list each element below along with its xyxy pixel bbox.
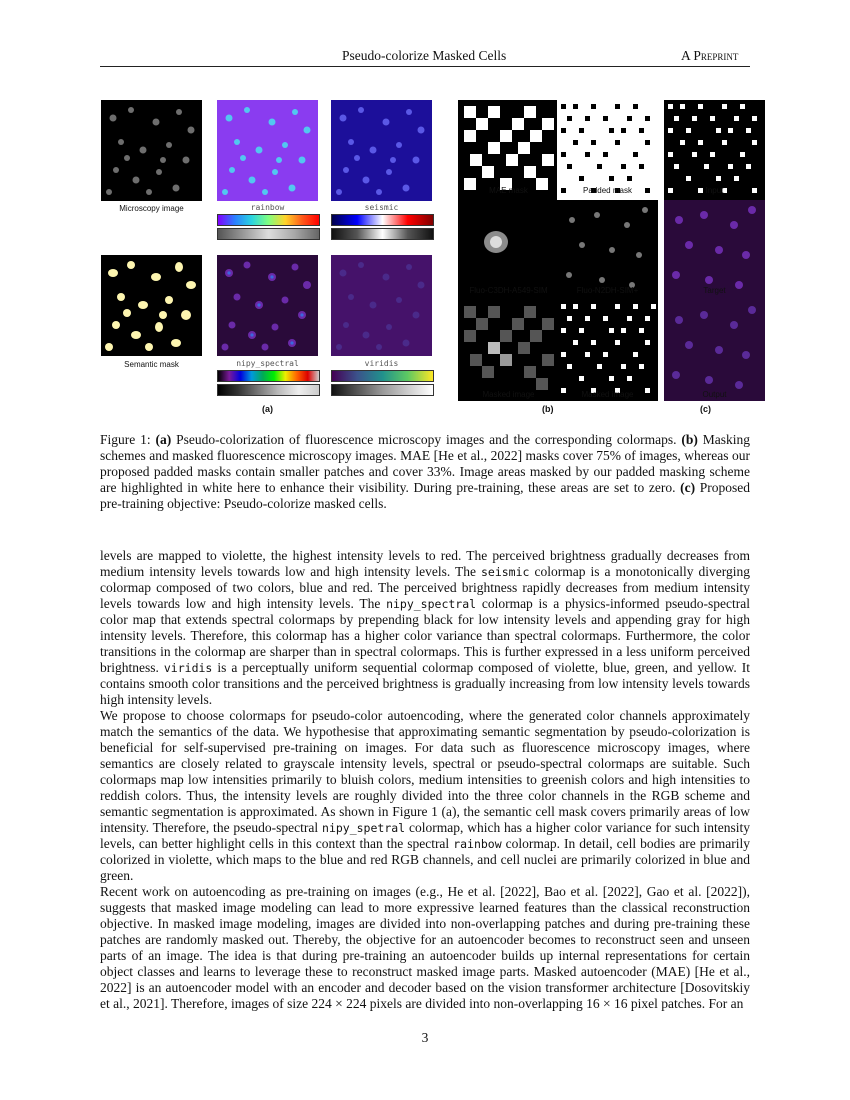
caption-label: Figure 1: bbox=[100, 432, 151, 447]
label-semantic: Semantic mask bbox=[124, 360, 179, 369]
nipy-image bbox=[217, 255, 318, 356]
p3-text: Recent work on autoencoding as pre-training on images (e.g., He et al. [2022], Bao et al. [2022], Gao et al. [2022]), suggests that masked image modeling can lead to more expressive learned features than the classical reconstruction objective. In masked image modeling, images are divided into non-overlapping patches and during pre-training these patches are randomly masked out. Thereby, the objective for an autoencoder becomes to reconstruct seen and unseen parts of an image. The idea is that during pre-training an autoencoder builds up internal representations for certain object classes and learns to leverage these to reconstruct masked image parts. Masked autoencoder (MAE) [He et al., 2022] is an autoencoder model with an encoder and decoder based on the vision transformer architecture [Dosovitskiy et al., 2021]. Therefore, images of size 224 × 224 pixels are divided into non-overlapping 16 × 16 pixel patches. For an bbox=[100, 884, 750, 1011]
subfig-c-label: (c) bbox=[700, 404, 711, 414]
running-title: Pseudo-colorize Masked Cells bbox=[342, 48, 507, 63]
caption-b-text: Masking schemes and masked fluorescence microscopy images. MAE [He et al., 2022] masks cover 75% of images, whereas our proposed padded masks contain smaller patches and cover 33%. Image areas masked by our padded masking scheme are highlighted in white here to enhance their visibility. During pre-training, these areas are set to zero. bbox=[100, 432, 751, 495]
masked-image-padded-pattern bbox=[557, 300, 658, 401]
rainbow-colorbar bbox=[217, 214, 320, 226]
seismic-image bbox=[331, 100, 432, 201]
page-number: 3 bbox=[421, 1030, 429, 1045]
paragraph-2 bbox=[100, 708, 750, 884]
p1-text-d: is a perceptually uniform sequential colormap composed of violette, blue, green, and yellow. It contains smooth color transitions and the perceived brightness is gradually increasing from low intensity levels towards high intensity levels. bbox=[100, 660, 751, 707]
p2-code-rainbow: rainbow bbox=[453, 837, 502, 851]
masked-image-mae bbox=[458, 300, 559, 401]
label-masked-1: Masked image bbox=[482, 390, 535, 399]
paragraph-1 bbox=[100, 548, 750, 708]
p2-text-b: colormap, which has a higher color variance for such intensity levels, can better highlight cells in this context than the spectral bbox=[100, 820, 751, 851]
semantic-mask-image bbox=[101, 255, 202, 356]
label-rainbow: rainbow bbox=[250, 203, 285, 212]
paragraph-3 bbox=[100, 884, 750, 1012]
viridis-image bbox=[331, 255, 432, 356]
output-cells bbox=[664, 300, 765, 401]
viridis-colorbar bbox=[331, 370, 434, 382]
caption-c-tag: (c) bbox=[680, 480, 696, 495]
nipy-gray-bar bbox=[217, 384, 320, 396]
label-fluo-c3dh: Fluo-C3DH-A549-SIM bbox=[469, 286, 548, 295]
label-masked-2: Masked image bbox=[581, 390, 634, 399]
semantic-mask-cells bbox=[101, 255, 202, 356]
caption-a-tag: (a) bbox=[155, 432, 172, 447]
label-microscopy: Microscopy image bbox=[119, 204, 184, 213]
p2-code-nipy: nipy_spetral bbox=[322, 821, 406, 835]
figure-caption bbox=[100, 432, 750, 512]
caption-a-text: Pseudo-colorization of fluorescence microscopy images and the corresponding colormaps. bbox=[176, 432, 677, 447]
label-nipy: nipy_spectral bbox=[236, 359, 299, 368]
label-fluo-n2dh: Fluo-N2DH-SIM+ bbox=[576, 286, 639, 295]
rainbow-cells bbox=[217, 100, 318, 201]
label-seismic: seismic bbox=[364, 203, 399, 212]
seismic-cells bbox=[331, 100, 432, 201]
caption-c-text: Proposed pre-training objective: Pseudo-colorize masked cells. bbox=[100, 480, 750, 511]
output-image bbox=[664, 300, 765, 401]
microscopy-image bbox=[101, 100, 202, 201]
label-output: Output bbox=[702, 390, 727, 399]
label-viridis: viridis bbox=[364, 359, 399, 368]
nipy-cells bbox=[217, 255, 318, 356]
p1-text-c: colormap is a physics-informed pseudo-spectral color map that extends spectral colormaps by prepending black for low intensity levels and appending gray for high intensity levels. Therefore, this colormap has a higher color variance than spectral colormaps. Furthermore, the color transitions in the colormap are sharper than in spectral colormaps. This is further expressed in a less uniform perceived brightness. bbox=[100, 596, 750, 675]
viridis-cells bbox=[331, 255, 432, 356]
viridis-gray-bar bbox=[331, 384, 434, 396]
rainbow-gray-bar bbox=[217, 228, 320, 240]
masked-image-padded bbox=[557, 300, 658, 401]
p1-code-nipy: nipy_spectral bbox=[386, 597, 477, 611]
nipy-colorbar bbox=[217, 370, 320, 382]
label-padded-mask: Padded mask bbox=[583, 186, 632, 195]
masked-image-mae-pattern bbox=[458, 300, 559, 401]
label-input: Input bbox=[705, 186, 724, 195]
seismic-gray-bar bbox=[331, 228, 434, 240]
label-mae-mask: MAE mask bbox=[489, 186, 528, 195]
caption-b-tag: (b) bbox=[681, 432, 698, 447]
p1-code-seismic: seismic bbox=[480, 565, 530, 579]
subfig-b-label: (b) bbox=[542, 404, 554, 414]
label-target: Target bbox=[703, 286, 726, 295]
header-rule bbox=[100, 66, 750, 67]
p1-text-a: levels are mapped to violette, the highest intensity levels to red. The perceived brightness gradually decreases from medium intensity levels towards low and high intensity levels. The bbox=[100, 548, 750, 579]
rainbow-image bbox=[217, 100, 318, 201]
subfig-a-label: (a) bbox=[262, 404, 273, 414]
p2-text-c: colormap. In detail, cell bodies are primarily colorized in violette, which maps to the blue and red RGB channels, and cell nuclei are primarily colorized in blue and green. bbox=[100, 836, 751, 883]
p1-code-viridis: viridis bbox=[163, 661, 213, 675]
p2-text-a: We propose to choose colormaps for pseudo-color autoencoding, where the generated color channels approximately match the semantics of the data. We hypothesise that approximating semantic segmentation by pseudo-colorization is beneficial for self-supervised pre-training on images. For data such as fluorescence microscopy images, where semantics are closely related to grayscale intensity levels, spectral or pseudo-spectral colormaps are suitable. Such colormaps map low intensities primarily to bluish colors, medium intensities to greenish colors and high intensities to reddish colors. Thus, the intensity levels are roughly divided into the three color channels in the RGB scheme and semantic segmentation is approximated. As shown in Figure 1 (a), the semantic cell mask covers primarily areas of low intensity. Therefore, the pseudo-spectral bbox=[100, 708, 750, 835]
preprint-label: A Preprint bbox=[681, 48, 739, 63]
seismic-colorbar bbox=[331, 214, 434, 226]
microscopy-cells bbox=[101, 100, 202, 201]
p1-text-b: colormap is a monotonically diverging colormap composed of two colors, blue and red. The perceived brightness rapidly decreases from medium intensity levels towards low and high intensity levels. The bbox=[100, 564, 750, 611]
